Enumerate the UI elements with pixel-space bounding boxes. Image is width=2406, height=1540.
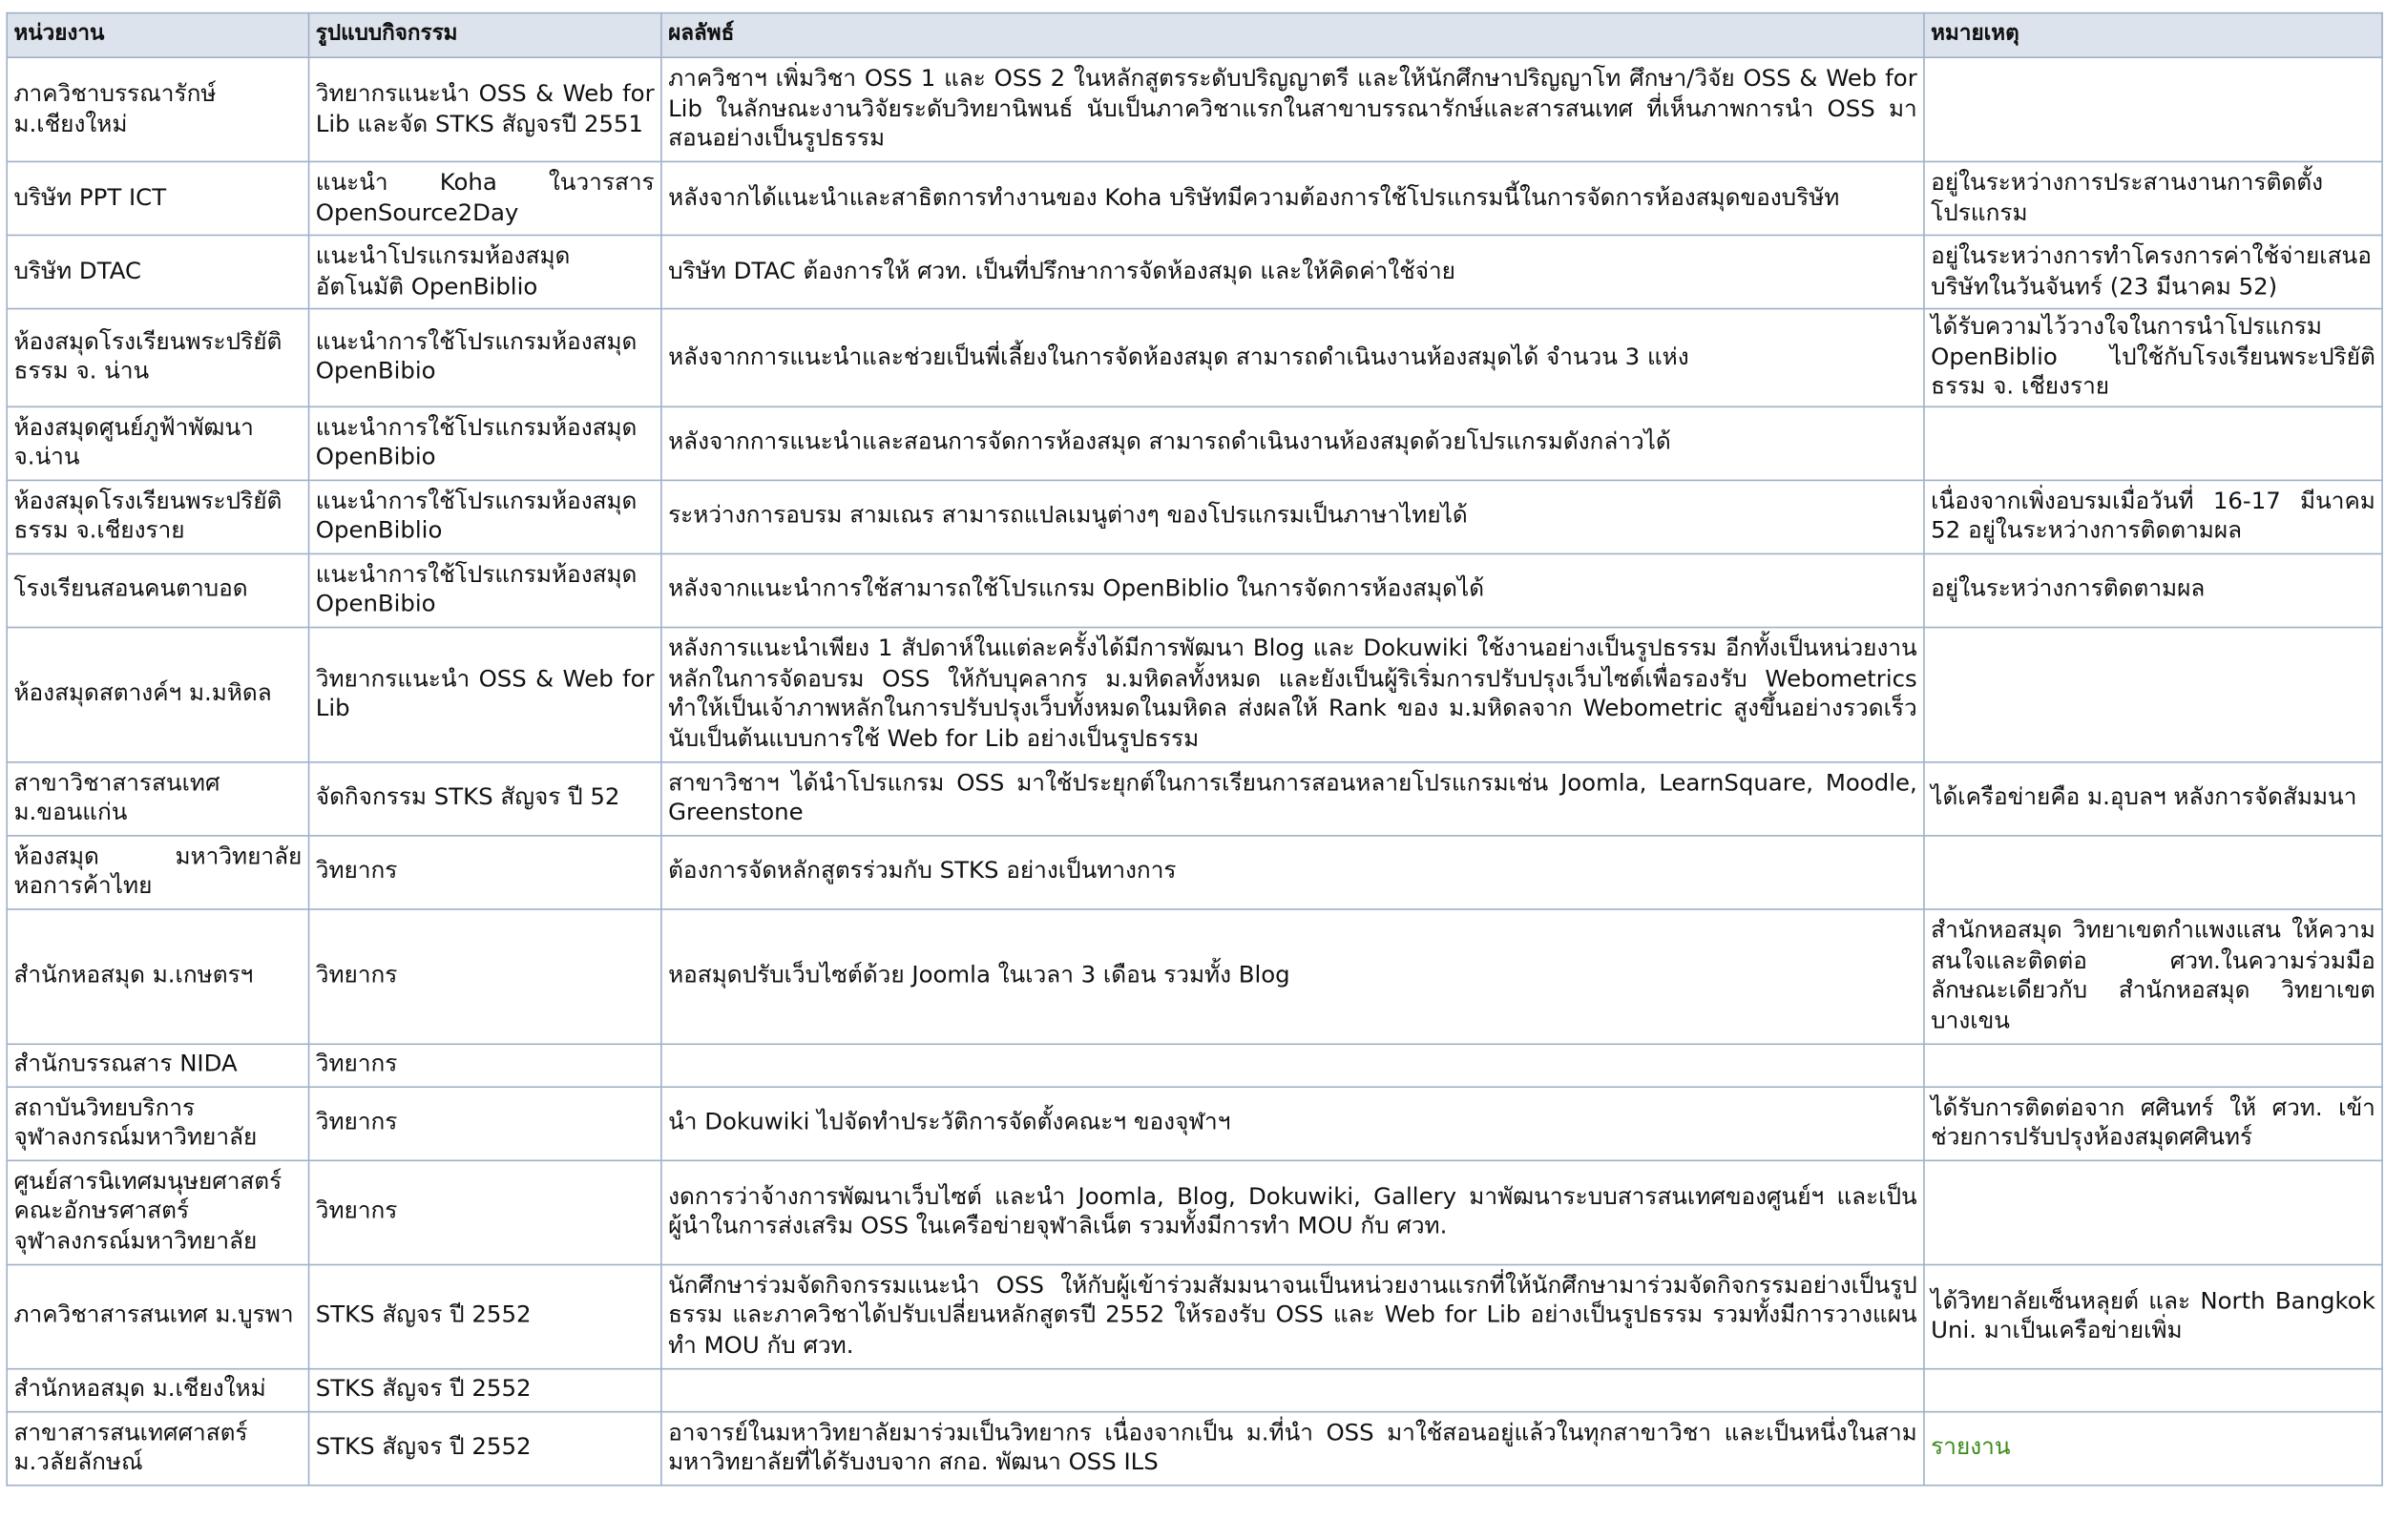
cell-result: หอสมุดปรับเว็บไซต์ด้วย Joomla ในเวลา 3 เดือน รวมทั้ง Blog: [661, 908, 1924, 1043]
header-result: ผลลัพธ์: [661, 13, 1924, 58]
cell-activity: วิทยากร: [309, 1160, 661, 1264]
cell-activity: จัดกิจกรรม STKS สัญจร ปี 52: [309, 761, 661, 835]
cell-note: [1924, 1368, 2382, 1411]
cell-activity: แนะนำการใช้โปรแกรมห้องสมุด OpenBibio: [309, 309, 661, 406]
cell-activity: แนะนำการใช้โปรแกรมห้องสมุด OpenBibio: [309, 553, 661, 627]
cell-note: อยู่ในระหว่างการทำโครงการค่าใช้จ่ายเสนอบริษัทในวันจันทร์ (23 มีนาคม 52): [1924, 235, 2382, 308]
table-header: [7, 13, 2382, 58]
cell-result: [661, 1368, 1924, 1411]
table-row: [7, 553, 2382, 627]
cell-note: [1924, 406, 2382, 480]
cell-result: หลังการแนะนำเพียง 1 สัปดาห์ในแต่ละครั้งได้มีการพัฒนา Blog และ Dokuwiki ใช้งานอย่างเป็นรูปธรรม อีกทั้งเป็นหน่วยงานหลักในการจัดอบรม OSS ให้กับบุคลากร ม.มหิดลทั้งหมด และยังเป็นผู้ริเริ่มการปรับปรุงเว็บไซต์เพื่อรองรับ Webometrics ทำให้เป็นเจ้าภาพหลักในการปรับปรุงเว็บทั้งหมดในมหิดล ส่งผลให้ Rank ของ ม.มหิดลจาก Webometric สูงขึ้นอย่างรวดเร็ว นับเป็นต้นแบบการใช้ Web for Lib อย่างเป็นรูปธรรม: [661, 627, 1924, 761]
table-row: [7, 161, 2382, 235]
cell-note: สำนักหอสมุด วิทยาเขตกำแพงแสน ให้ความสนใจและติดต่อ ศวท.ในความร่วมมือลักษณะเดียวกับ สำนักหอสมุด วิทยาเขตบางเขน: [1924, 908, 2382, 1043]
table-row: [7, 1411, 2382, 1485]
cell-result: งดการว่าจ้างการพัฒนาเว็บไซต์ และนำ Joomla, Blog, Dokuwiki, Gallery มาพัฒนาระบบสารสนเทศของศูนย์ฯ และเป็นผู้นำในการส่งเสริม OSS ในเครือข่ายจุฬาลิเน็ต รวมทั้งมีการทำ MOU กับ ศวท.: [661, 1160, 1924, 1264]
cell-note: [1924, 57, 2382, 161]
cell-activity: วิทยากร: [309, 835, 661, 908]
table-row: [7, 1264, 2382, 1368]
cell-note: ได้เครือข่ายคือ ม.อุบลฯ หลังการจัดสัมมนา: [1924, 761, 2382, 835]
cell-result: ระหว่างการอบรม สามเณร สามารถแปลเมนูต่างๆ ของโปรแกรมเป็นภาษาไทยได้: [661, 480, 1924, 553]
cell-result: บริษัท DTAC ต้องการให้ ศวท. เป็นที่ปรึกษาการจัดห้องสมุด และให้คิดค่าใช้จ่าย: [661, 235, 1924, 308]
cell-activity: วิทยากร: [309, 1043, 661, 1086]
cell-org: สำนักหอสมุด ม.เกษตรฯ: [7, 908, 308, 1043]
table-row: [7, 1160, 2382, 1264]
cell-activity: วิทยากร: [309, 908, 661, 1043]
cell-note: [1924, 1043, 2382, 1086]
cell-activity: วิทยากรแนะนำ OSS & Web for Lib และจัด STKS สัญจรปี 2551: [309, 57, 661, 161]
cell-org: บริษัท DTAC: [7, 235, 308, 308]
table-body: [7, 57, 2382, 1485]
table-row: [7, 908, 2382, 1043]
cell-result: นักศึกษาร่วมจัดกิจกรรมแนะนำ OSS ให้กับผู้เข้าร่วมสัมมนาจนเป็นหน่วยงานแรกที่ให้นักศึกษามาร่วมจัดกิจกรรมอย่างเป็นรูปธรรม และภาควิชาได้ปรับเปลี่ยนหลักสูตรปี 2552 ให้รองรับ OSS และ Web for Lib อย่างเป็นรูปธรรม รวมทั้งมีการวางแผนทำ MOU กับ ศวท.: [661, 1264, 1924, 1368]
cell-org: ห้องสมุดสตางค์ฯ ม.มหิดล: [7, 627, 308, 761]
cell-org: สถาบันวิทยบริการ จุฬาลงกรณ์มหาวิทยาลัย: [7, 1086, 308, 1159]
cell-org: ภาควิชาบรรณารักษ์ ม.เชียงใหม่: [7, 57, 308, 161]
cell-org: บริษัท PPT ICT: [7, 161, 308, 235]
cell-activity: วิทยากรแนะนำ OSS & Web for Lib: [309, 627, 661, 761]
cell-note: ได้รับความไว้วางใจในการนำโปรแกรม OpenBiblio ไปใช้กับโรงเรียนพระปริยัติธรรม จ. เชียงราย: [1924, 309, 2382, 406]
cell-org: สาขาวิชาสารสนเทศ ม.ขอนแก่น: [7, 761, 308, 835]
header-org: หน่วยงาน: [7, 13, 308, 58]
cell-org: สำนักบรรณสาร NIDA: [7, 1043, 308, 1086]
cell-result: สาขาวิชาฯ ได้นำโปรแกรม OSS มาใช้ประยุกต์ในการเรียนการสอนหลายโปรแกรมเช่น Joomla, LearnSquare, Moodle, Greenstone: [661, 761, 1924, 835]
cell-note: [1924, 1160, 2382, 1264]
cell-org: ห้องสมุดโรงเรียนพระปริยัติธรรม จ.เชียงราย: [7, 480, 308, 553]
cell-note: [1924, 627, 2382, 761]
cell-note: ได้รับการติดต่อจาก ศศินทร์ ให้ ศวท. เข้าช่วยการปรับปรุงห้องสมุดศศินทร์: [1924, 1086, 2382, 1159]
table-row: [7, 627, 2382, 761]
table-row: [7, 1086, 2382, 1159]
cell-result: หลังจากการแนะนำและช่วยเป็นพี่เลี้ยงในการจัดห้องสมุด สามารถดำเนินงานห้องสมุดได้ จำนวน 3 แห่ง: [661, 309, 1924, 406]
cell-note: [1924, 835, 2382, 908]
cell-result: [661, 1043, 1924, 1086]
table-row: [7, 835, 2382, 908]
table-row: [7, 1043, 2382, 1086]
cell-org: สาขาสารสนเทศศาสตร์ ม.วลัยลักษณ์: [7, 1411, 308, 1485]
cell-org: ภาควิชาสารสนเทศ ม.บูรพา: [7, 1264, 308, 1368]
cell-note: อยู่ในระหว่างการติดตามผล: [1924, 553, 2382, 627]
table-row: [7, 1368, 2382, 1411]
table-row: [7, 761, 2382, 835]
cell-result: หลังจากการแนะนำและสอนการจัดการห้องสมุด สามารถดำเนินงานห้องสมุดด้วยโปรแกรมดังกล่าวได้: [661, 406, 1924, 480]
cell-org: โรงเรียนสอนคนตาบอด: [7, 553, 308, 627]
cell-result: หลังจากได้แนะนำและสาธิตการทำงานของ Koha บริษัทมีความต้องการใช้โปรแกรมนี้ในการจัดการห้องสมุดของบริษัท: [661, 161, 1924, 235]
cell-result: หลังจากแนะนำการใช้สามารถใช้โปรแกรม OpenBiblio ในการจัดการห้องสมุดได้: [661, 553, 1924, 627]
cell-activity: วิทยากร: [309, 1086, 661, 1159]
cell-org: ห้องสมุดโรงเรียนพระปริยัติธรรม จ. น่าน: [7, 309, 308, 406]
cell-note: อยู่ในระหว่างการประสานงานการติดตั้งโปรแกรม: [1924, 161, 2382, 235]
cell-org: ศูนย์สารนิเทศมนุษยศาสตร์ คณะอักษรศาสตร์ จุฬาลงกรณ์มหาวิทยาลัย: [7, 1160, 308, 1264]
cell-activity: STKS สัญจร ปี 2552: [309, 1411, 661, 1485]
table-row: [7, 406, 2382, 480]
activity-table: [6, 12, 2382, 1486]
table-row: [7, 309, 2382, 406]
cell-activity: แนะนำ Koha ในวารสาร OpenSource2Day: [309, 161, 661, 235]
cell-activity: STKS สัญจร ปี 2552: [309, 1264, 661, 1368]
cell-org: สำนักหอสมุด ม.เชียงใหม่: [7, 1368, 308, 1411]
header-row: [7, 13, 2382, 58]
cell-org: ห้องสมุดศูนย์ภูฟ้าพัฒนา จ.น่าน: [7, 406, 308, 480]
cell-org: ห้องสมุด มหาวิทยาลัยหอการค้าไทย: [7, 835, 308, 908]
cell-result: ต้องการจัดหลักสูตรร่วมกับ STKS อย่างเป็นทางการ: [661, 835, 1924, 908]
cell-result: นำ Dokuwiki ไปจัดทำประวัติการจัดตั้งคณะฯ ของจุฬาฯ: [661, 1086, 1924, 1159]
cell-activity: STKS สัญจร ปี 2552: [309, 1368, 661, 1411]
header-note: หมายเหตุ: [1924, 13, 2382, 58]
cell-result: ภาควิชาฯ เพิ่มวิชา OSS 1 และ OSS 2 ในหลักสูตรระดับปริญญาตรี และให้นักศึกษาปริญญาโท ศึกษา/วิจัย OSS & Web for Lib ในลักษณะงานวิจัยระดับวิทยานิพนธ์ นับเป็นภาควิชาแรกในสาขาบรรณารักษ์และสารสนเทศ ที่เห็นภาพการนำ OSS มาสอนอย่างเป็นรูปธรรม: [661, 57, 1924, 161]
header-activity: รูปแบบกิจกรรม: [309, 13, 661, 58]
cell-activity: แนะนำโปรแกรมห้องสมุดอัตโนมัติ OpenBiblio: [309, 235, 661, 308]
cell-note: เนื่องจากเพิ่งอบรมเมื่อวันที่ 16-17 มีนาคม 52 อยู่ในระหว่างการติดตามผล: [1924, 480, 2382, 553]
table-row: [7, 57, 2382, 161]
table-row: [7, 235, 2382, 308]
cell-activity: แนะนำการใช้โปรแกรมห้องสมุด OpenBiblio: [309, 480, 661, 553]
table-row: [7, 480, 2382, 553]
cell-note: ได้วิทยาลัยเซ็นหลุยต์ และ North Bangkok Uni. มาเป็นเครือข่ายเพิ่ม: [1924, 1264, 2382, 1368]
cell-result: อาจารย์ในมหาวิทยาลัยมาร่วมเป็นวิทยากร เนื่องจากเป็น ม.ที่นำ OSS มาใช้สอนอยู่แล้วในทุกสาขาวิชา และเป็นหนึ่งในสามมหาวิทยาลัยที่ได้รับงบจาก สกอ. พัฒนา OSS ILS: [661, 1411, 1924, 1485]
report-link[interactable]: รายงาน: [1924, 1411, 2382, 1485]
cell-activity: แนะนำการใช้โปรแกรมห้องสมุด OpenBibio: [309, 406, 661, 480]
